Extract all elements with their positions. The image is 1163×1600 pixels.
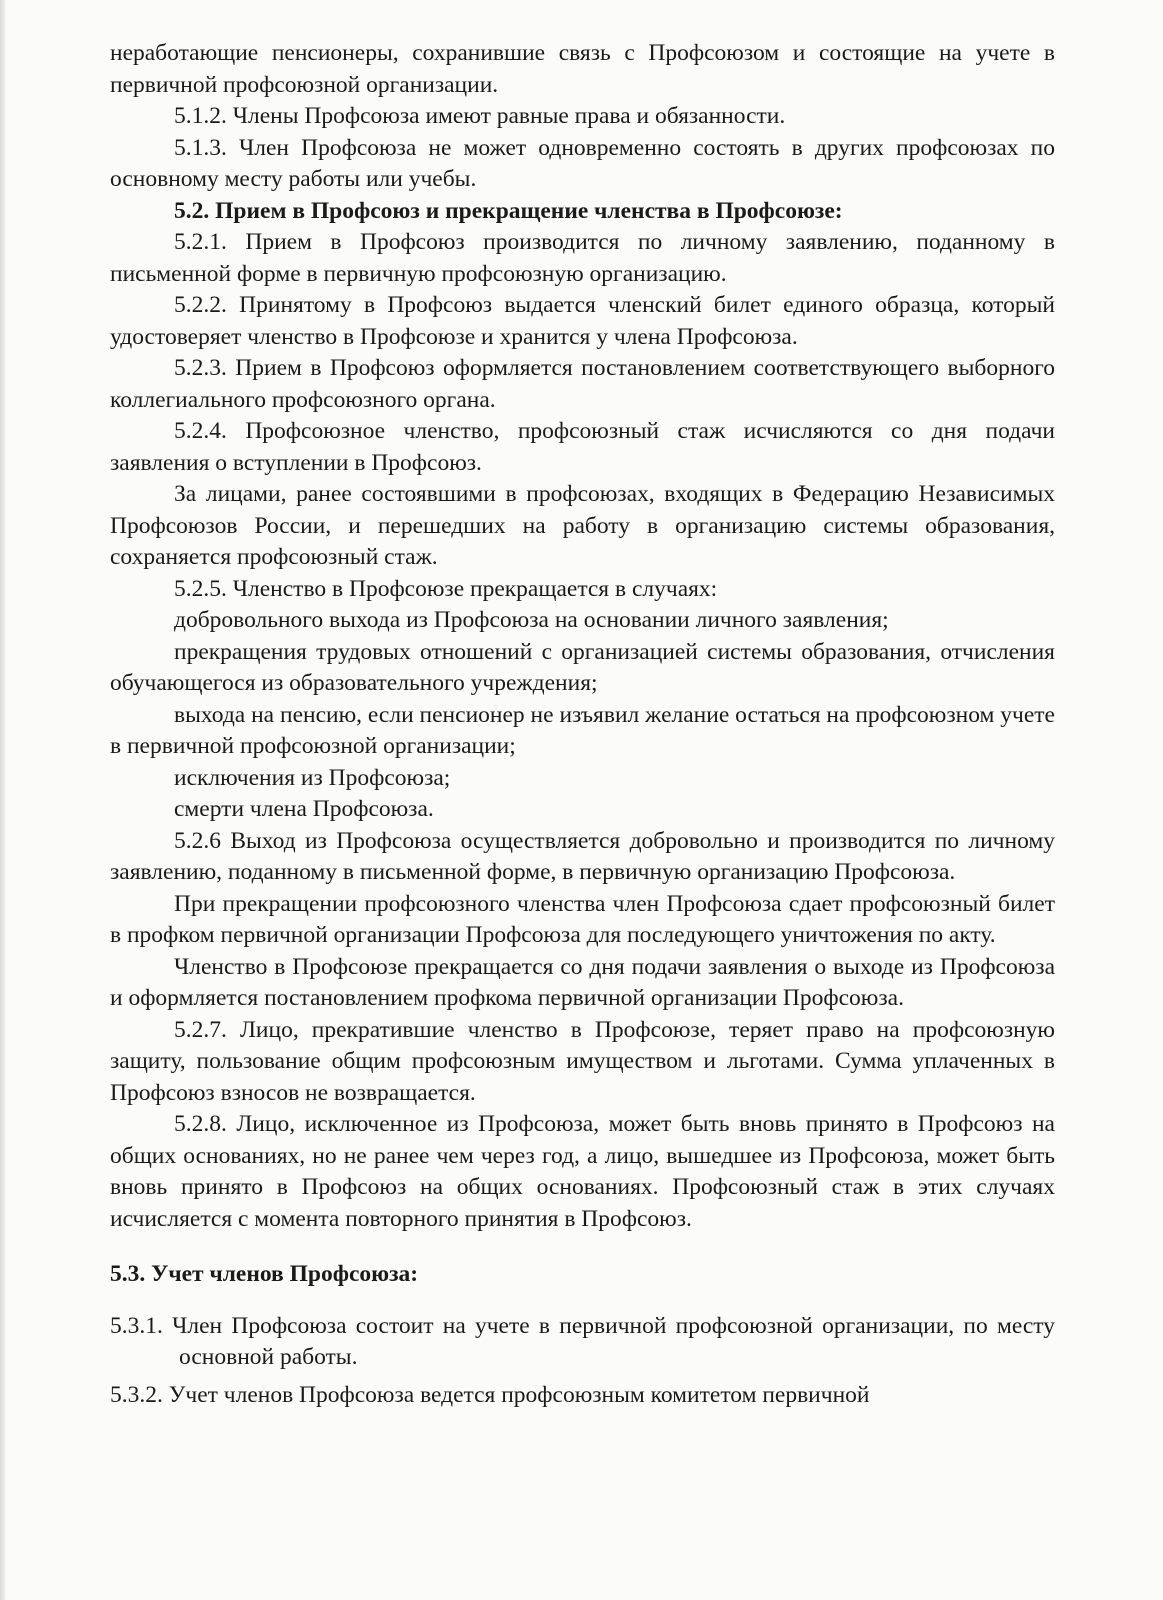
case-retirement: выхода на пенсию, если пенсионер не изъявил желание остаться на профсоюзном учете в первичной профсоюзной организации; <box>110 701 1055 759</box>
clause-5-2-7: 5.2.7. Лицо, прекратившие членство в Профсоюзе, теряет право на профсоюзную защиту, пользование общим профсоюзным имуществом и льготами. Сумма уплаченных в Профсоюз взносов не возвращается. <box>110 1016 1055 1106</box>
clause-5-2-2: 5.2.2. Принятому в Профсоюз выдается членский билет единого образца, который удостоверяет членство в Профсоюзе и хранится у члена Профсоюза. <box>110 292 1055 350</box>
case-voluntary-exit: добровольного выхода из Профсоюза на основании личного заявления; <box>174 607 889 633</box>
clause-5-3-1: 5.3.1. Член Профсоюза состоит на учете в первичной профсоюзной организации, по месту основной работы. <box>110 1312 1055 1370</box>
section-heading-5-2: 5.2. Прием в Профсоюз и прекращение членства в Профсоюзе: <box>174 197 843 224</box>
clause-5-2-4: 5.2.4. Профсоюзное членство, профсоюзный стаж исчисляются со дня подачи заявления о вступлении в Профсоюз. <box>110 418 1055 476</box>
paragraph-stazh: За лицами, ранее состоявшими в профсоюзах, входящих в Федерацию Независимых Профсоюзов России, и перешедших на работу в организацию системы образования, сохраняется профсоюзный стаж. <box>110 481 1055 570</box>
paragraph-membership-end: Членство в Профсоюзе прекращается со дня подачи заявления о выходе из Профсоюза и оформляется постановлением профкома первичной организации Профсоюза. <box>110 953 1055 1011</box>
clause-5-2-1: 5.2.1. Прием в Профсоюз производится по личному заявлению, поданному в письменной форме в первичную профсоюзную организацию. <box>110 229 1055 287</box>
section-heading-5-3: 5.3. Учет членов Профсоюза: <box>110 1261 419 1287</box>
clause-5-2-6: 5.2.6 Выход из Профсоюза осуществляется добровольно и производится по личному заявлению, поданному в письменной форме, в первичную организацию Профсоюза. <box>110 827 1055 885</box>
case-exclusion: исключения из Профсоюза; <box>174 764 451 791</box>
case-death: смерти члена Профсоюза. <box>174 796 434 822</box>
clause-5-1-3: 5.1.3. Член Профсоюза не может одновременно состоять в других профсоюзах по основному месту работы или учебы. <box>110 134 1055 192</box>
clause-5-1-2: 5.1.2. Члены Профсоюза имеют равные права и обязанности. <box>174 103 786 129</box>
clause-5-2-8: 5.2.8. Лицо, исключенное из Профсоюза, может быть вновь принято в Профсоюз на общих основаниях, но не ранее чем через год, а лицо, вышедшее из Профсоюза, может быть вновь принято в Профсоюз на общих основаниях. Профсоюзный стаж в этих случаях исчисляется с момента повторного принятия в Профсоюз. <box>110 1111 1055 1232</box>
paragraph-continuation: неработающие пенсионеры, сохранившие связь с Профсоюзом и состоящие на учете в первичной профсоюзной организации. <box>110 40 1055 98</box>
paragraph-ticket-return: При прекращении профсоюзного членства член Профсоюза сдает профсоюзный билет в профком первичной организации Профсоюза для последующего уничтожения по акту. <box>110 890 1055 948</box>
page-edge-shadow <box>0 0 6 1600</box>
case-termination: прекращения трудовых отношений с организацией системы образования, отчисления обучающегося из образовательного учреждения; <box>110 638 1055 696</box>
clause-5-3-2: 5.3.2. Учет членов Профсоюза ведется профсоюзным комитетом первичной <box>110 1381 870 1408</box>
clause-5-2-5: 5.2.5. Членство в Профсоюзе прекращается в случаях: <box>174 575 718 602</box>
document-body <box>110 38 1055 1417</box>
clause-5-2-3: 5.2.3. Прием в Профсоюз оформляется постановлением соответствующего выборного коллегиального профсоюзного органа. <box>110 355 1055 413</box>
